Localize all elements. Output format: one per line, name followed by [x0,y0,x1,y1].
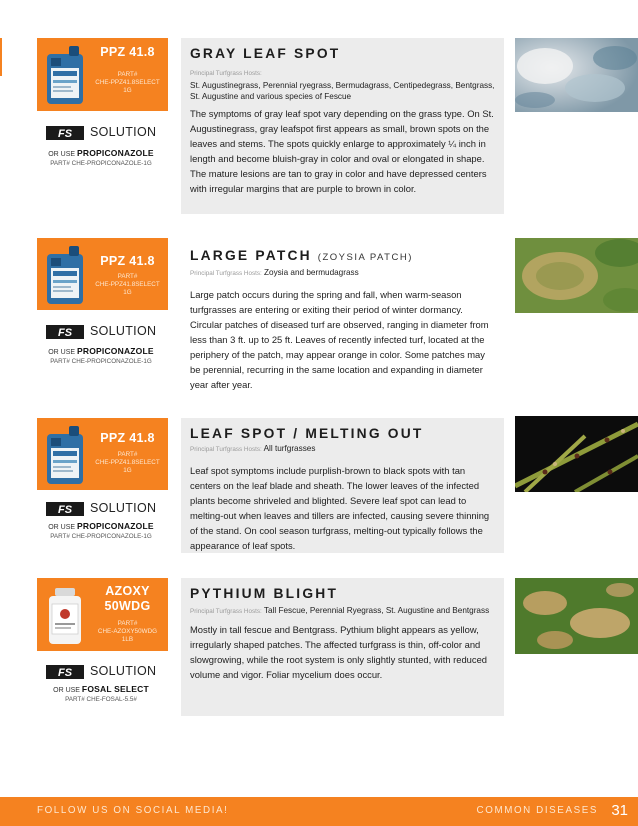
solution-label: SOLUTION [90,501,157,515]
disease-description: The symptoms of gray leaf spot vary depending on the grass type. On St. Augustinegrass, gray leafspot first appears as small, brown spots on the leaves and stems. The spots quickly enlarge to approximately ¼ inch in length and become bluish-gray in color and oval or elongated in shape. The mature lesions are tan to gray in color and have depressed centers with irregular margins that are purple to brown in color. [190,107,494,194]
alt-product-name: PROPICONAZOLE [77,521,154,531]
jar-bottle-icon [43,584,87,646]
product-part-size: 1G [123,467,132,474]
svg-text:FS: FS [57,327,73,339]
gray-leaf-spot-photo [515,38,638,112]
product-part-number: CHE-PPZ41.8SELECT [95,459,160,466]
product-part-size: 1G [123,289,132,296]
alternative-product [20,148,182,160]
jug-bottle-icon [43,244,87,306]
hosts-list: Zoysia and bermudagrass [264,268,359,277]
product-name: PPZ 41.8 [100,431,155,445]
disease-title [190,247,495,266]
leaf-spot-photo [515,416,638,492]
fs-logo-icon [46,325,84,339]
product-card [37,38,168,111]
product-part-number: CHE-AZOXY50WDG [97,628,158,635]
fs-logo-icon [46,665,84,679]
disease-title: PYTHIUM BLIGHT [190,586,339,601]
hosts-block [190,267,495,280]
hosts-block [190,605,495,618]
hosts-label: Principal Turfgrass Hosts: [190,446,262,453]
disease-panel [181,418,504,553]
alt-product-part: PART# CHE-PROPICONAZOLE-1G [50,358,152,365]
large-patch-photo [515,238,638,313]
alt-product-part: PART# CHE-FOSAL-5.5# [65,696,137,703]
product-part-number: CHE-PPZ41.8SELECT [95,281,160,288]
alternative-product [20,684,182,696]
alternative-product [20,346,182,358]
hosts-list: All turfgrasses [263,444,316,453]
product-name-line2: 50WDG [104,598,151,613]
or-use-label: OR USE [48,349,76,356]
hosts-list: Tall Fescue, Perennial Ryegrass, St. Augustine and Bentgrass [263,606,490,615]
product-part-label: PART# [117,620,138,627]
alt-product-name: FOSAL SELECT [81,684,149,694]
disease-panel [181,38,504,214]
fs-solution-row [46,324,166,340]
jug-bottle-icon [43,424,87,486]
hosts-label: Principal Turfgrass Hosts: [190,608,262,615]
solution-label: SOLUTION [90,664,157,678]
solution-label: SOLUTION [90,324,157,338]
disease-panel [181,578,504,716]
section-name: COMMON DISEASES [476,805,598,816]
svg-text:FS: FS [57,128,73,140]
alt-product-part: PART# CHE-PROPICONAZOLE-1G [50,533,152,540]
product-name-line1: AZOXY [105,584,150,598]
social-media-link[interactable]: FOLLOW US ON SOCIAL MEDIA! [37,805,229,816]
hosts-label: Principal Turfgrass Hosts: [190,270,262,277]
product-name [91,584,164,613]
page-edge-mark [0,38,2,76]
pythium-blight-photo [515,578,638,654]
svg-text:FS: FS [57,504,73,516]
fs-logo-icon [46,126,84,140]
svg-text:FS: FS [57,667,73,679]
product-part-label: PART# [117,273,138,280]
product-part-label: PART# [117,71,138,78]
product-name: PPZ 41.8 [100,45,155,59]
disease-panel [181,240,504,390]
fs-solution-row [46,664,166,680]
disease-subtitle: (ZOYSIA PATCH) [317,252,413,263]
product-part-number: CHE-PPZ41.8SELECT [95,79,160,86]
disease-title: LEAF SPOT / MELTING OUT [190,426,424,441]
page-number: 31 [611,802,628,819]
fs-solution-row [46,501,166,517]
disease-description: Mostly in tall fescue and Bentgrass. Pythium blight appears as yellow, irregularly shaped patches. The affected turfgrass is thin, off-color and slowgrowing, while the root system is only slightly stunted, with reduced volume and vigor. Foliar mycelium does occur. [190,623,488,680]
product-card [37,418,168,490]
hosts-block [190,68,495,103]
disease-description: Leaf spot symptoms include purplish-brown to black spots with tan centers on the leaf blade and sheath. The lower leaves of the infected plants become shriveled and blighted. Severe leaf spot can lead to melting-out when leaves and tillers are infected, causing severe thinning of the stand. On cool season turfgrass, melting-out typically follows the appearance of leaf spots. [190,464,490,551]
or-use-label: OR USE [48,151,76,158]
or-use-label: OR USE [48,524,76,531]
alternative-product [20,521,182,533]
page-footer [0,797,638,826]
alt-product-name: PROPICONAZOLE [77,346,154,356]
disease-description: Large patch occurs during the spring and fall, when warm-season turfgrasses are entering or exiting their period of winter dormancy. Circular patches of diseased turf are observed, ranging in diameter from less than 3 ft. up to 25 ft. Leaves of recently infected turf, located at the periphery of the patch, may appear orange in color. Some patches may be perennial, recurring in the same location and expanding in diameter year after year. [190,288,489,391]
hosts-label: Principal Turfgrass Hosts: [190,70,262,77]
product-card [37,238,168,310]
fs-solution-row [46,125,166,141]
hosts-block [190,443,495,456]
jug-bottle-icon [43,44,87,106]
hosts-list: St. Augustinegrass, Perennial ryegrass, Bermudagrass, Centipedegrass, Bentgrass, St. Augustine and various species of Fescue [190,80,495,101]
alt-product-name: PROPICONAZOLE [77,148,154,158]
product-name: PPZ 41.8 [100,254,155,268]
product-part-size: 1G [123,87,132,94]
disease-title: GRAY LEAF SPOT [190,46,341,61]
or-use-label: OR USE [53,687,80,694]
alt-product-part: PART# CHE-PROPICONAZOLE-1G [50,160,152,167]
product-part-label: PART# [117,451,138,458]
fs-logo-icon [46,502,84,516]
disease-title-main: LARGE PATCH [190,248,312,263]
product-part-size: 1LB [121,636,134,643]
solution-label: SOLUTION [90,125,157,139]
product-card [37,578,168,651]
